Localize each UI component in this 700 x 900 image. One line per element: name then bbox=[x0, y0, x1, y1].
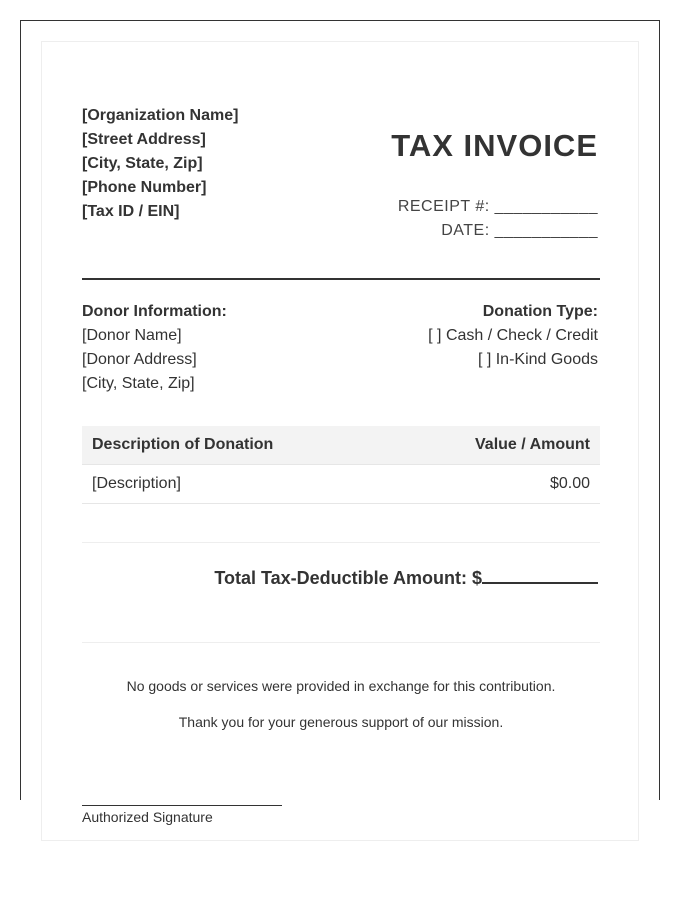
header-divider bbox=[82, 278, 600, 280]
donation-table bbox=[82, 426, 600, 504]
organization-phone: [Phone Number] bbox=[82, 179, 207, 196]
document-frame bbox=[20, 20, 660, 825]
table-row bbox=[82, 465, 600, 504]
signature-label: Authorized Signature bbox=[82, 809, 213, 825]
donation-type-block bbox=[428, 300, 598, 372]
table-header-row bbox=[82, 426, 600, 465]
donor-info-block bbox=[82, 300, 227, 396]
receipt-number: RECEIPT #: ___________ bbox=[397, 198, 598, 215]
invoice-page bbox=[41, 41, 639, 841]
total-blank-line bbox=[482, 564, 598, 584]
thank-you-note: Thank you for your generous support of our mission. bbox=[178, 714, 504, 730]
donor-city: [City, State, Zip] bbox=[82, 375, 195, 392]
donation-type-in-kind: [ ] In-Kind Goods bbox=[477, 351, 598, 368]
row-description: [Description] bbox=[82, 465, 392, 504]
organization-city: [City, State, Zip] bbox=[82, 155, 203, 172]
organization-name: [Organization Name] bbox=[82, 107, 239, 124]
row-amount: $0.00 bbox=[392, 465, 600, 504]
total-bottom-divider bbox=[82, 642, 600, 643]
donor-info-header: Donor Information: bbox=[82, 303, 227, 320]
donation-type-cash: [ ] Cash / Check / Credit bbox=[428, 327, 598, 344]
invoice-meta bbox=[398, 195, 598, 243]
donor-name: [Donor Name] bbox=[82, 327, 182, 344]
column-header-description: Description of Donation bbox=[82, 426, 392, 465]
organization-block bbox=[82, 104, 238, 224]
donation-type-header: Donation Type: bbox=[482, 303, 598, 320]
signature-line bbox=[82, 805, 282, 806]
invoice-title: TAX INVOICE bbox=[391, 128, 598, 163]
column-header-amount: Value / Amount bbox=[392, 426, 600, 465]
organization-tax-id: [Tax ID / EIN] bbox=[82, 203, 180, 220]
donor-address: [Donor Address] bbox=[82, 351, 197, 368]
total-top-divider bbox=[82, 542, 600, 543]
no-goods-note: No goods or services were provided in exchange for this contribution. bbox=[126, 678, 556, 694]
total-amount bbox=[214, 564, 598, 589]
total-label: Total Tax-Deductible Amount: $ bbox=[214, 568, 482, 588]
organization-street: [Street Address] bbox=[82, 131, 206, 148]
invoice-date: DATE: ___________ bbox=[441, 222, 598, 239]
